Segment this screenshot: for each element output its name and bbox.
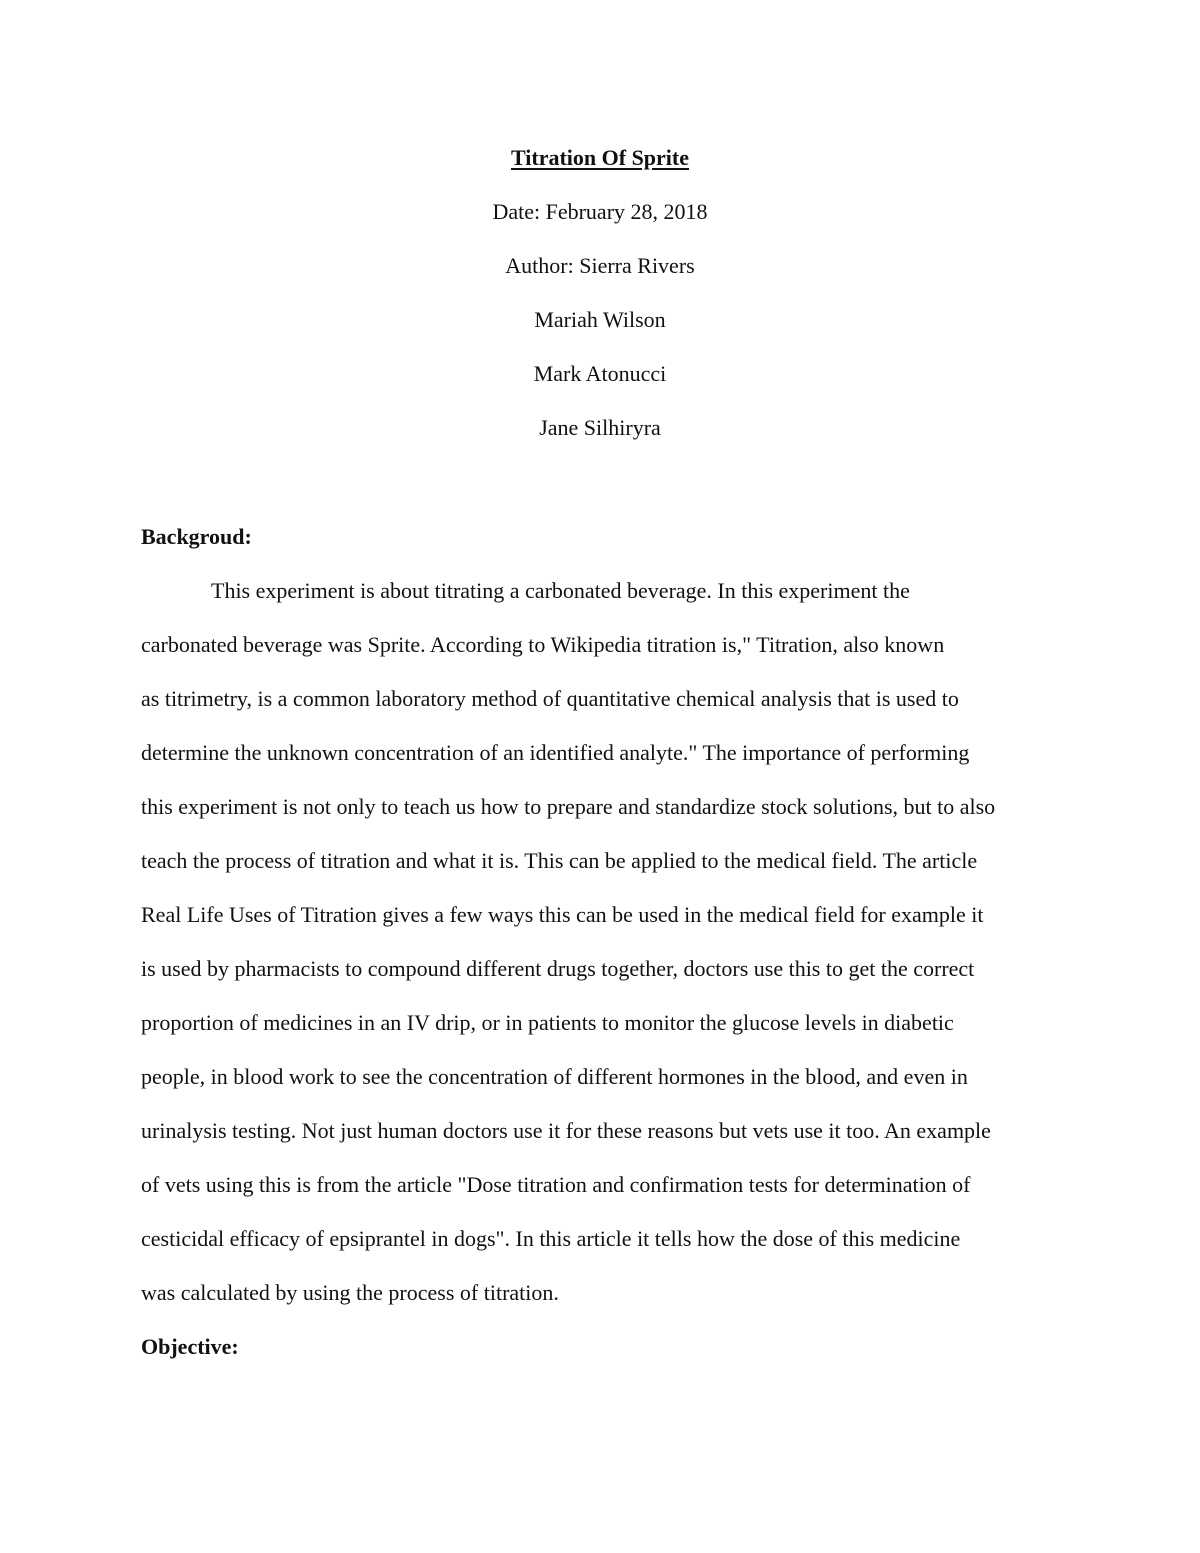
author-line-4: Jane Silhiryra <box>539 415 661 440</box>
background-line: as titrimetry, is a common laboratory method of quantitative chemical analysis that is used to <box>141 686 959 711</box>
objective-heading: Objective: <box>141 1334 239 1359</box>
background-heading: Backgroud: <box>141 524 252 549</box>
background-line: was calculated by using the process of titration. <box>141 1280 559 1305</box>
background-line: determine the unknown concentration of an identified analyte." The importance of performing <box>141 740 970 765</box>
background-line: is used by pharmacists to compound different drugs together, doctors use this to get the correct <box>141 956 975 981</box>
author-line-3: Mark Atonucci <box>533 361 667 386</box>
background-line: proportion of medicines in an IV drip, or in patients to monitor the glucose levels in diabetic <box>141 1010 954 1035</box>
background-line: Real Life Uses of Titration gives a few ways this can be used in the medical field for example it <box>141 902 984 927</box>
author-line-1: Author: Sierra Rivers <box>505 253 695 278</box>
background-line: this experiment is not only to teach us how to prepare and standardize stock solutions, but to also <box>141 794 996 819</box>
background-line: carbonated beverage was Sprite. According to Wikipedia titration is," Titration, also known <box>141 632 945 657</box>
author-line-2: Mariah Wilson <box>534 307 666 332</box>
document-title: Titration Of Sprite <box>510 145 690 170</box>
background-line: urinalysis testing. Not just human doctors use it for these reasons but vets use it too. An example <box>141 1118 991 1143</box>
document-date: Date: February 28, 2018 <box>492 199 708 224</box>
background-line: teach the process of titration and what it is. This can be applied to the medical field. The article <box>141 848 978 873</box>
background-line: of vets using this is from the article "Dose titration and confirmation tests for determination of <box>141 1172 971 1197</box>
background-line: This experiment is about titrating a carbonated beverage. In this experiment the <box>211 578 910 603</box>
background-line: cesticidal efficacy of epsiprantel in dogs". In this article it tells how the dose of this medicine <box>141 1226 961 1251</box>
background-line: people, in blood work to see the concentration of different hormones in the blood, and even in <box>141 1064 968 1089</box>
